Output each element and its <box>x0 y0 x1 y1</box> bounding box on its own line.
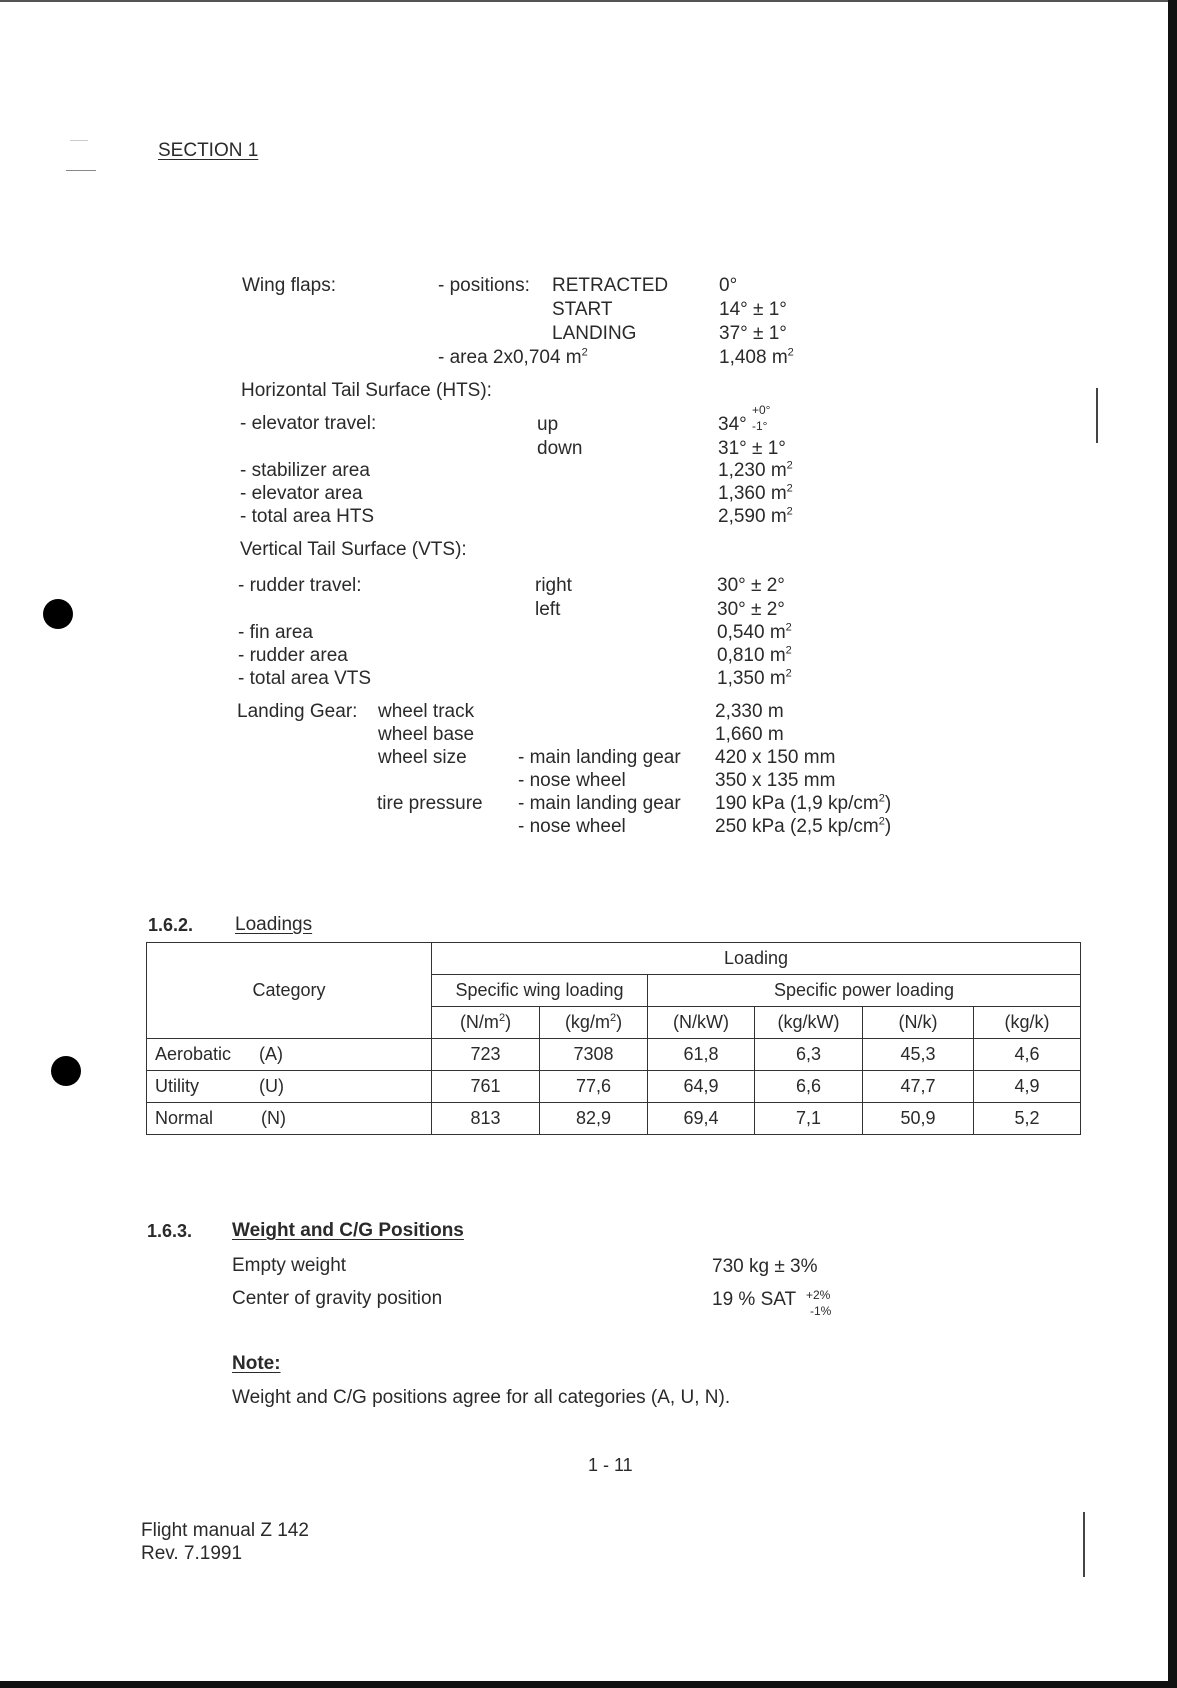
table-row <box>147 1039 1081 1071</box>
table-cell: 69,4 <box>648 1103 755 1135</box>
vts-area-label: - total area VTS <box>238 668 372 689</box>
section-heading: SECTION 1 <box>158 140 259 161</box>
unit-header: (kg/k) <box>974 1007 1081 1039</box>
category-name: Utility <box>155 1076 199 1096</box>
category-name: Aerobatic <box>155 1044 232 1064</box>
landing-gear-label: Landing Gear: <box>237 701 358 722</box>
wing-loading-header: Specific wing loading <box>432 975 648 1007</box>
vts-title: Vertical Tail Surface (VTS): <box>240 539 467 560</box>
margin-mark-faint <box>70 140 88 141</box>
category-name: Normal <box>155 1108 214 1128</box>
hts-title: Horizontal Tail Surface (HTS): <box>241 380 492 401</box>
flap-area-label: - area 2x0,704 $m^2$ <box>438 346 588 368</box>
elevator-down-value: 31° ± 1° <box>718 438 786 459</box>
category-cell <box>147 1071 432 1103</box>
table-cell: 813 <box>432 1103 540 1135</box>
vts-area-value-text: 1,350 m <box>717 668 786 689</box>
tire-pressure-label: tire pressure <box>377 793 483 814</box>
note-text: Weight and C/G positions agree for all categories (A, U, N). <box>232 1387 731 1408</box>
flap-position-value: 0° <box>719 275 738 296</box>
tire-pressure-nose-value-text: 250 kPa (2,5 kp/cm <box>715 816 879 837</box>
vts-area-label: - fin area <box>238 622 313 643</box>
revision-bar-upper <box>1096 388 1098 443</box>
elevator-up-value-text: 34° <box>718 414 747 435</box>
flap-area-label-text: - area 2x0,704 m <box>438 347 582 368</box>
page-number: 1 - 11 <box>588 1455 633 1475</box>
table-cell: 77,6 <box>540 1071 648 1103</box>
wheel-base-label: wheel base <box>378 724 475 745</box>
table-cell: 64,9 <box>648 1071 755 1103</box>
hts-area-label: - total area HTS <box>240 506 375 527</box>
rudder-travel-label: - rudder travel: <box>238 575 362 596</box>
table-cell: 7308 <box>540 1039 648 1071</box>
vts-area-value: 0,540 $m^2$ <box>717 621 792 643</box>
revision-bar-lower <box>1083 1512 1085 1577</box>
table-cell: 4,6 <box>974 1039 1081 1071</box>
tire-pressure-nose-label: - nose wheel <box>518 816 626 837</box>
category-code: (U) <box>259 1076 284 1096</box>
punch-hole-lower <box>51 1056 81 1086</box>
unit-header: $(N/m^2)$ <box>432 1007 540 1039</box>
flap-position-name: RETRACTED <box>552 275 669 296</box>
wheel-size-label: wheel size <box>378 747 467 768</box>
wheel-size-main-value: 420 x 150 mm <box>715 747 836 768</box>
loadings-title: Loadings <box>235 914 313 935</box>
unit-header: $(kg/m^2)$ <box>540 1007 648 1039</box>
elevator-down-label: down <box>537 438 583 459</box>
flap-position-name: LANDING <box>552 323 637 344</box>
rudder-right-value: 30° ± 2° <box>717 575 785 596</box>
flap-area-value-text: 1,408 m <box>719 347 788 368</box>
table-row <box>147 1103 1081 1135</box>
flap-position-value: 37° ± 1° <box>719 323 787 344</box>
tire-pressure-nose-value: 250 kPa (2,5 $kp/cm^2$) <box>715 815 892 837</box>
flap-position-value: 14° ± 1° <box>719 299 787 320</box>
vts-area-value: 1,350 $m^2$ <box>717 667 792 689</box>
elevator-up-tol-minus: -1° <box>752 419 768 433</box>
cg-tol-plus: +2% <box>806 1288 831 1302</box>
table-cell: 723 <box>432 1039 540 1071</box>
rudder-right-label: right <box>535 575 572 596</box>
elevator-up-label: up <box>537 414 559 435</box>
unit-header: (kg/kW) <box>755 1007 863 1039</box>
elevator-up-tol-plus: +0° <box>752 403 771 417</box>
table-cell: 6,6 <box>755 1071 863 1103</box>
cg-tol-minus: -1% <box>810 1304 832 1318</box>
table-cell: 7,1 <box>755 1103 863 1135</box>
hts-area-value-text: 1,230 m <box>718 460 787 481</box>
table-cell: 4,9 <box>974 1071 1081 1103</box>
table-cell: 82,9 <box>540 1103 648 1135</box>
power-loading-header: Specific power loading <box>648 975 1081 1007</box>
vts-area-label: - rudder area <box>238 645 348 666</box>
punch-hole-upper <box>43 599 73 629</box>
unit-header: (N/k) <box>863 1007 974 1039</box>
rudder-left-value: 30° ± 2° <box>717 599 785 620</box>
hts-area-value: 1,360 $m^2$ <box>718 482 793 504</box>
wheel-size-nose-label: - nose wheel <box>518 770 626 791</box>
tire-pressure-main-label: - main landing gear <box>518 793 681 814</box>
cg-position-value: 19 % SAT <box>712 1289 797 1310</box>
category-header: Category <box>147 943 432 1039</box>
category-cell <box>147 1103 432 1135</box>
loading-header: Loading <box>432 943 1081 975</box>
table-cell: 5,2 <box>974 1103 1081 1135</box>
elevator-travel-label: - elevator travel: <box>240 413 377 434</box>
elevator-up-value <box>718 414 747 436</box>
hts-area-label: - stabilizer area <box>240 460 370 481</box>
loadings-table <box>146 942 1081 1135</box>
scan-edge-top <box>0 0 1177 2</box>
hts-area-value-text: 1,360 m <box>718 483 787 504</box>
flap-position-name: START <box>552 299 613 320</box>
note-label: Note: <box>232 1353 281 1374</box>
table-cell: 50,9 <box>863 1103 974 1135</box>
weight-number: 1.6.3. <box>147 1221 193 1241</box>
weight-title: Weight and C/G Positions <box>232 1220 464 1241</box>
unit-header: (N/kW) <box>648 1007 755 1039</box>
unit-text: (kg/m <box>564 1012 610 1032</box>
empty-weight-label: Empty weight <box>232 1255 347 1276</box>
wheel-track-value: 2,330 m <box>715 701 784 722</box>
wing-flaps-label: Wing flaps: <box>242 275 336 296</box>
category-code: (A) <box>259 1044 284 1064</box>
table-cell: 61,8 <box>648 1039 755 1071</box>
scan-edge-bottom <box>0 1681 1177 1688</box>
wheel-base-value: 1,660 m <box>715 724 784 745</box>
category-code: (N) <box>261 1108 287 1128</box>
margin-mark <box>66 170 96 171</box>
wheel-size-nose-value: 350 x 135 mm <box>715 770 836 791</box>
manual-title: Flight manual Z 142 <box>141 1520 309 1541</box>
vts-area-value: 0,810 $m^2$ <box>717 644 792 666</box>
empty-weight-value: 730 kg ± 3% <box>712 1256 818 1277</box>
tire-pressure-main-value: 190 kPa (1,9 $kp/cm^2$) <box>715 792 892 814</box>
rudder-left-label: left <box>535 599 561 620</box>
table-cell: 761 <box>432 1071 540 1103</box>
hts-area-value-text: 2,590 m <box>718 506 787 527</box>
hts-area-label: - elevator area <box>240 483 363 504</box>
cg-position-label: Center of gravity position <box>232 1288 443 1309</box>
positions-label: - positions: <box>438 275 530 296</box>
vts-area-value-text: 0,810 m <box>717 645 786 666</box>
hts-area-value: 1,230 $m^2$ <box>718 459 793 481</box>
flap-area-value: 1,408 $m^2$ <box>719 346 794 368</box>
vts-area-value-text: 0,540 m <box>717 622 786 643</box>
scan-edge-right <box>1168 0 1177 1688</box>
category-cell <box>147 1039 432 1071</box>
loadings-number: 1.6.2. <box>148 915 194 935</box>
tire-pressure-main-value-text: 190 kPa (1,9 kp/cm <box>715 793 879 814</box>
table-cell: 47,7 <box>863 1071 974 1103</box>
table-row <box>147 1071 1081 1103</box>
table-cell: 45,3 <box>863 1039 974 1071</box>
wheel-size-main-label: - main landing gear <box>518 747 681 768</box>
revision: Rev. 7.1991 <box>141 1543 243 1564</box>
table-cell: 6,3 <box>755 1039 863 1071</box>
unit-text: (N/m <box>459 1012 499 1032</box>
wheel-track-label: wheel track <box>378 701 475 722</box>
hts-area-value: 2,590 $m^2$ <box>718 505 793 527</box>
